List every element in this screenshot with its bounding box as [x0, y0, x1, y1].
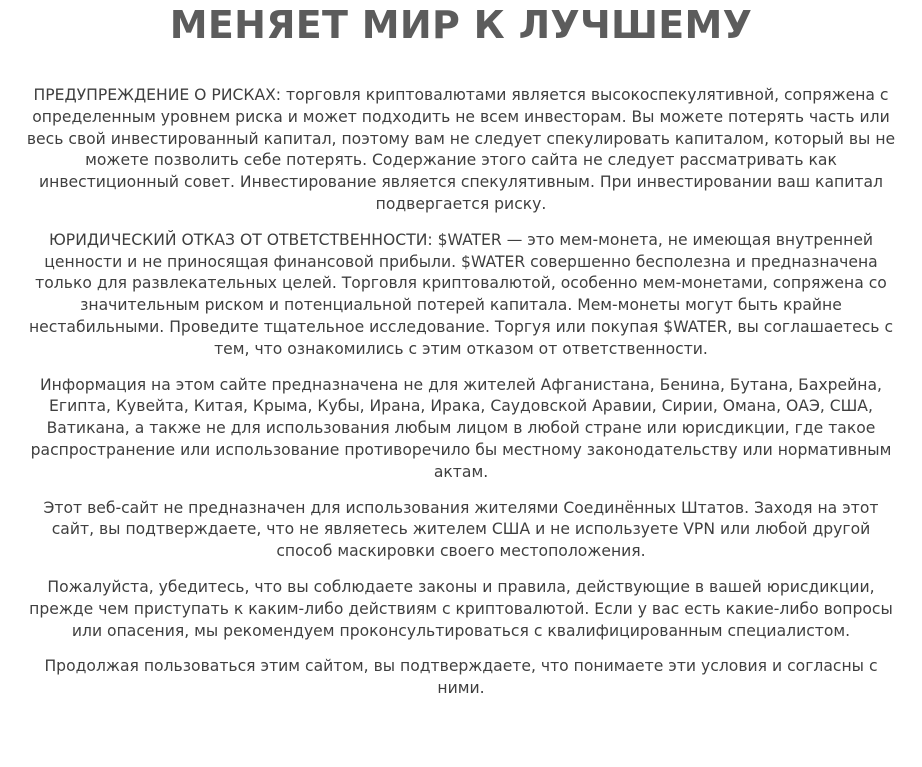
page-title: МЕНЯЕТ МИР К ЛУЧШЕМУ	[169, 3, 753, 47]
compliance-paragraph: Пожалуйста, убедитесь, что вы соблюдаете законы и правила, действующие в вашей юрисдикции, прежде чем приступать к каким-либо действиям с криптовалютой. Если у вас есть какие-либо вопросы или опасения, мы рекомендуем проконсультироваться с квалифицированным специалистом.	[29, 577, 893, 640]
legal-disclaimer-paragraph: ЮРИДИЧЕСКИЙ ОТКАЗ ОТ ОТВЕТСТВЕННОСТИ: $WATER — это мем-монета, не имеющая внутренней ценности и не приносящая финансовой прибыли. $WATER совершенно бесполезна и предназначена только для развлекательных целей. Торговля криптовалютой, особенно мем-монетами, сопряжена со значительным риском и потенциальной потерей капитала. Мем-монеты могут быть крайне нестабильными. Проведите тщательное исследование. Торгуя или покупая $WATER, вы соглашаетесь с тем, что ознакомились с этим отказом от ответственности.	[28, 230, 894, 358]
risk-warning-paragraph: ПРЕДУПРЕЖДЕНИЕ О РИСКАХ: торговля криптовалютами является высокоспекулятивной, сопряжена с определенным уровнем риска и может подходить не всем инвесторам. Вы можете потерять часть или весь свой инвестированный капитал, поэтому вам не следует спекулировать капиталом, который вы не можете позволить себе потерять. Содержание этого сайта не следует рассматривать как инвестиционный совет. Инвестирование является спекулятивным. При инвестировании ваш капитал подвергается риску.	[26, 86, 896, 213]
restricted-jurisdictions-paragraph: Информация на этом сайте предназначена не для жителей Афганистана, Бенина, Бутана, Бахрейна, Египта, Кувейта, Китая, Крыма, Кубы, Ирана, Ирака, Саудовской Аравии, Сирии, Омана, ОАЭ, США, Ватикана, а также не для использования любым лицом в любой стране или юрисдикции, где такое распространение или использование противоречило бы местному законодательству или нормативным актам.	[30, 375, 892, 481]
us-residents-paragraph: Этот веб-сайт не предназначен для использования жителями Соединённых Штатов. Заходя на этот сайт, вы подтверждаете, что не являетесь жителем США и не используете VPN или любой другой способ маскировки своего местоположения.	[43, 498, 879, 561]
acceptance-paragraph: Продолжая пользоваться этим сайтом, вы подтверждаете, что понимаете эти условия и согласны с ними.	[44, 657, 878, 698]
disclaimer-content	[24, 85, 898, 714]
